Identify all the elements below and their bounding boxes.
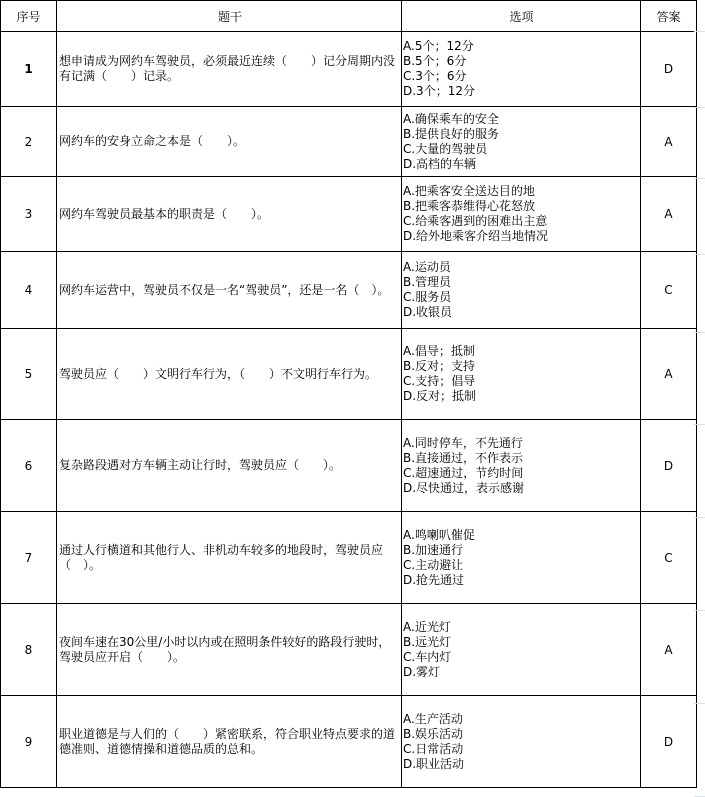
table-row xyxy=(1,107,697,177)
option-item: D.职业活动 xyxy=(403,756,465,771)
cell-answer[interactable] xyxy=(641,177,697,252)
header-options[interactable]: 选项 xyxy=(402,1,641,32)
cell-stem[interactable] xyxy=(57,604,402,696)
cell-answer[interactable] xyxy=(641,329,697,420)
option-item: D.雾灯 xyxy=(403,664,441,679)
header-no[interactable]: 序号 xyxy=(1,1,57,32)
row-number: 5 xyxy=(24,367,33,381)
table-row xyxy=(1,604,697,696)
question-stem: 想申请成为网约车驾驶员，必须最近连续（ ）记分周期内没有记满（ ）记录。 xyxy=(59,54,396,83)
option-item: A.鸣喇叭催促 xyxy=(403,527,475,542)
option-item: B.提供良好的服务 xyxy=(403,126,500,141)
answer-value: C xyxy=(664,283,673,297)
option-item: B.直接通过，不作表示 xyxy=(403,450,524,465)
answer-value: A xyxy=(664,134,673,149)
question-stem: 网约车驾驶员最基本的职责是（ ）。 xyxy=(59,206,270,221)
cell-no[interactable] xyxy=(1,512,57,604)
table-row xyxy=(1,329,697,420)
cell-stem[interactable] xyxy=(57,329,402,420)
row-number: 7 xyxy=(24,550,33,565)
cell-answer[interactable] xyxy=(641,32,697,107)
option-item: D.给外地乘客介绍当地情况 xyxy=(403,229,549,243)
answer-value: A xyxy=(664,367,673,381)
grid-line xyxy=(694,424,705,425)
cell-no[interactable] xyxy=(1,32,57,107)
option-item: D.抢先通过 xyxy=(403,572,465,587)
table-row xyxy=(1,177,697,252)
header-stem[interactable]: 题干 xyxy=(57,1,402,32)
option-item: D.收银员 xyxy=(403,305,453,319)
table-row xyxy=(1,32,697,107)
cell-answer[interactable] xyxy=(641,696,697,788)
option-item: A.倡导；抵制 xyxy=(403,344,475,358)
cell-no[interactable] xyxy=(1,252,57,329)
table-row xyxy=(1,512,697,604)
answer-value: C xyxy=(664,550,673,565)
option-item: A.近光灯 xyxy=(403,619,451,634)
option-item: A.确保乘车的安全 xyxy=(403,111,499,126)
question-stem: 复杂路段遇对方车辆主动让行时，驾驶员应（ ）。 xyxy=(59,458,342,472)
cell-options[interactable] xyxy=(402,32,641,107)
grid-line xyxy=(694,517,705,518)
option-item: B.加速通行 xyxy=(403,542,464,557)
cell-answer[interactable] xyxy=(641,420,697,512)
grid-line xyxy=(694,254,705,255)
cell-no[interactable] xyxy=(1,420,57,512)
grid-line xyxy=(694,703,705,704)
row-number: 4 xyxy=(24,283,33,297)
cell-no[interactable] xyxy=(1,329,57,420)
answer-value: A xyxy=(664,207,673,221)
option-item: A.运动员 xyxy=(403,260,451,274)
question-stem: 通过人行横道和其他行人、非机动车较多的地段时，驾驶员应（ ）。 xyxy=(59,542,384,572)
cell-answer[interactable] xyxy=(641,604,697,696)
option-item: B.把乘客恭维得心花怒放 xyxy=(403,199,536,213)
cell-options[interactable] xyxy=(402,512,641,604)
cell-answer[interactable] xyxy=(641,512,697,604)
option-item: A.把乘客安全送达目的地 xyxy=(403,184,535,198)
option-item: A.5个；12分 xyxy=(403,39,474,53)
grid-line xyxy=(694,332,705,333)
table-row xyxy=(1,420,697,512)
option-item: A.同时停车，不先通行 xyxy=(403,435,523,450)
cell-stem[interactable] xyxy=(57,177,402,252)
cell-no[interactable] xyxy=(1,177,57,252)
cell-answer[interactable] xyxy=(641,107,697,177)
answer-value: D xyxy=(663,458,674,473)
table-row xyxy=(1,252,697,329)
table-row xyxy=(1,696,697,788)
option-item: D.尽快通过，表示感谢 xyxy=(403,480,525,495)
grid-line xyxy=(694,107,705,108)
option-item: C.车内灯 xyxy=(403,649,452,664)
option-item: B.5个；6分 xyxy=(403,54,467,68)
cell-no[interactable] xyxy=(1,107,57,177)
cell-no[interactable] xyxy=(1,696,57,788)
cell-no[interactable] xyxy=(1,604,57,696)
answer-value: A xyxy=(664,642,673,657)
question-stem: 驾驶员应（ ）文明行车行为，（ ）不文明行车行为。 xyxy=(59,366,378,381)
grid-line xyxy=(694,610,705,611)
option-item: B.娱乐活动 xyxy=(403,726,464,741)
option-item: C.超速通过，节约时间 xyxy=(403,465,524,480)
cell-options[interactable] xyxy=(402,177,641,252)
row-number: 8 xyxy=(24,642,33,657)
option-item: C.给乘客遇到的困难出主意 xyxy=(403,214,548,228)
cell-options[interactable] xyxy=(402,696,641,788)
cell-stem[interactable] xyxy=(57,252,402,329)
cell-options[interactable] xyxy=(402,604,641,696)
answer-value: D xyxy=(663,734,674,749)
sheet-grid-area xyxy=(694,0,705,794)
header-row xyxy=(1,1,697,32)
option-item: B.管理员 xyxy=(403,275,452,289)
cell-stem[interactable] xyxy=(57,107,402,177)
cell-options[interactable] xyxy=(402,252,641,329)
question-stem: 网约车运营中，驾驶员不仅是一名“驾驶员”，还是一名（ ）。 xyxy=(59,282,390,297)
answer-value: D xyxy=(663,62,674,76)
option-item: B.反对；支持 xyxy=(403,359,476,373)
option-item: C.主动避让 xyxy=(403,557,464,572)
question-stem: 职业道德是与人们的（ ）紧密联系，符合职业特点要求的道德准则、道德情操和道德品质的总和。 xyxy=(59,726,396,756)
cell-stem[interactable] xyxy=(57,420,402,512)
header-answer[interactable]: 答案 xyxy=(641,1,697,32)
row-number: 6 xyxy=(24,458,33,473)
option-item: A.生产活动 xyxy=(403,711,463,726)
cell-answer[interactable] xyxy=(641,252,697,329)
cell-stem[interactable] xyxy=(57,32,402,107)
option-item: C.日常活动 xyxy=(403,741,464,756)
row-number: 1 xyxy=(24,62,33,76)
row-number: 2 xyxy=(24,134,33,149)
option-item: C.大量的驾驶员 xyxy=(403,141,488,156)
row-number: 3 xyxy=(24,207,33,221)
grid-line xyxy=(694,178,705,179)
cell-stem[interactable] xyxy=(57,696,402,788)
row-number: 9 xyxy=(24,734,33,749)
cell-options[interactable] xyxy=(402,420,641,512)
option-item: C.服务员 xyxy=(403,290,452,304)
question-stem: 网约车的安身立命之本是（ ）。 xyxy=(59,134,246,148)
cell-options[interactable] xyxy=(402,107,641,177)
grid-line xyxy=(694,31,705,32)
cell-options[interactable] xyxy=(402,329,641,420)
option-item: B.远光灯 xyxy=(403,634,452,649)
option-item: C.3个；6分 xyxy=(403,69,467,83)
option-item: D.高档的车辆 xyxy=(403,156,477,171)
option-item: D.反对；抵制 xyxy=(403,389,477,403)
option-item: D.3个；12分 xyxy=(403,84,475,98)
cell-stem[interactable] xyxy=(57,512,402,604)
question-stem: 夜间车速在30公里/小时以内或在照明条件较好的路段行驶时，驾驶员应开启（ ）。 xyxy=(59,634,391,664)
option-item: C.支持；倡导 xyxy=(403,374,476,388)
